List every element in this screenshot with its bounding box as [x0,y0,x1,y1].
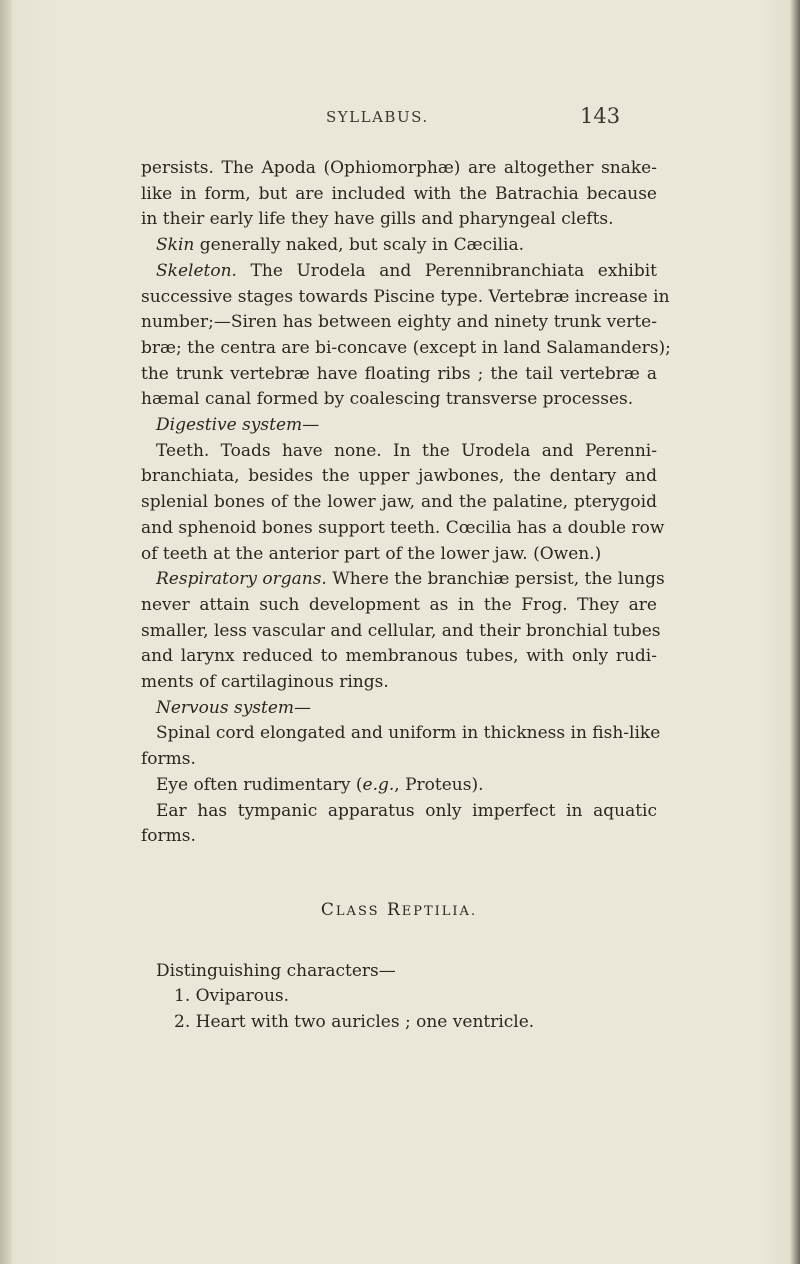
text-line: persists. The Apoda (Ophiomorphæ) are altogether snake- [141,158,657,178]
text-line [141,567,665,593]
text-line: hæmal canal formed by coalescing transverse processes. [141,389,634,410]
page-number: 143 [580,104,621,128]
skin-label: Skin [156,235,195,256]
list-item: 2. Heart with two auricles ; one ventricle. [174,1012,535,1033]
page-header [0,104,800,134]
text-line: ments of cartilaginous rings. [141,672,389,693]
eye-text-before: Eye often rudimentary ( [156,774,363,795]
text-line [141,259,657,285]
text-line [156,233,657,259]
heading-small-caps: LASS [335,903,380,919]
skin-text: generally naked, but scaly in Cæcilia. [194,235,525,256]
text-line: the trunk vertebræ have floating ribs ; the tail vertebræ a [141,363,657,384]
text-line: number;—Siren has between eighty and ninety trunk verte- [141,312,657,333]
paragraph-digestive-heading [141,413,657,439]
paragraph-respiratory [141,567,665,696]
heading-small-caps: EPTILIA. [401,903,478,919]
paragraph-nervous-heading [141,696,657,722]
text-line: bræ; the centra are bi-concave (except in land Salamanders); [141,337,671,358]
text-line: smaller, less vascular and cellular, and their bronchial tubes [141,620,661,641]
heading-initial: C [320,899,336,920]
text-line [156,773,657,799]
paragraph-skeleton [141,259,671,413]
paragraph-ear [141,799,657,850]
paragraph-spinal-cord [141,721,661,772]
text-line: and sphenoid bones support teeth. Cœcilia has a double row [141,517,665,538]
text-line: and larynx reduced to membranous tubes, with only rudi- [141,646,657,667]
paragraph-skin [141,233,657,259]
text-line: forms. [141,826,196,847]
text-line: of teeth at the anterior part of the lower jaw. (Owen.) [141,543,602,564]
text-line: forms. [141,749,196,770]
text-line: branchiata, besides the upper jawbones, the dentary and [141,466,657,487]
characters-intro: Distinguishing characters— [156,960,396,981]
text-line: Spinal cord elongated and uniform in thickness in fish-like [156,723,661,744]
skeleton-text: The Urodela and Perennibranchiata exhibit [236,260,657,281]
page-binding-shadow [0,0,12,1264]
text-line: like in form, but are included with the Batrachia because [141,183,657,204]
digestive-system-label: Digestive system— [156,415,320,436]
paragraph-eye [141,773,657,799]
paragraph-teeth [141,439,665,568]
text-line: successive stages towards Piscine type. Vertebræ increase in [141,286,670,307]
page-body [141,156,671,1036]
heading-initial: R [386,899,402,920]
text-line: splenial bones of the lower jaw, and the palatine, pterygoid [141,492,657,513]
text-line: in their early life they have gills and pharyngeal clefts. [141,209,614,230]
eye-text-after: , Proteus). [394,774,484,795]
skeleton-label: Skeleton. [156,260,237,281]
running-title: SYLLABUS. [326,108,429,126]
text-line: Teeth. Toads have none. In the Urodela and Perenni- [156,440,657,461]
text-line: never attain such development as in the Frog. They are [141,594,657,615]
eye-text-eg: e.g. [362,774,395,795]
respiratory-organs-label: Respiratory organs. [156,569,327,590]
paragraph-apoda [141,156,657,233]
page-edge-shadow [790,0,800,1264]
list-item: 1. Oviparous. [174,986,290,1007]
section-heading-class-reptilia [141,898,657,925]
text-line: Ear has tympanic apparatus only imperfect in aquatic [156,800,657,821]
nervous-system-label: Nervous system— [156,697,312,718]
distinguishing-characters [141,959,657,1036]
respiratory-text: Where the branchiæ persist, the lungs [326,569,665,590]
